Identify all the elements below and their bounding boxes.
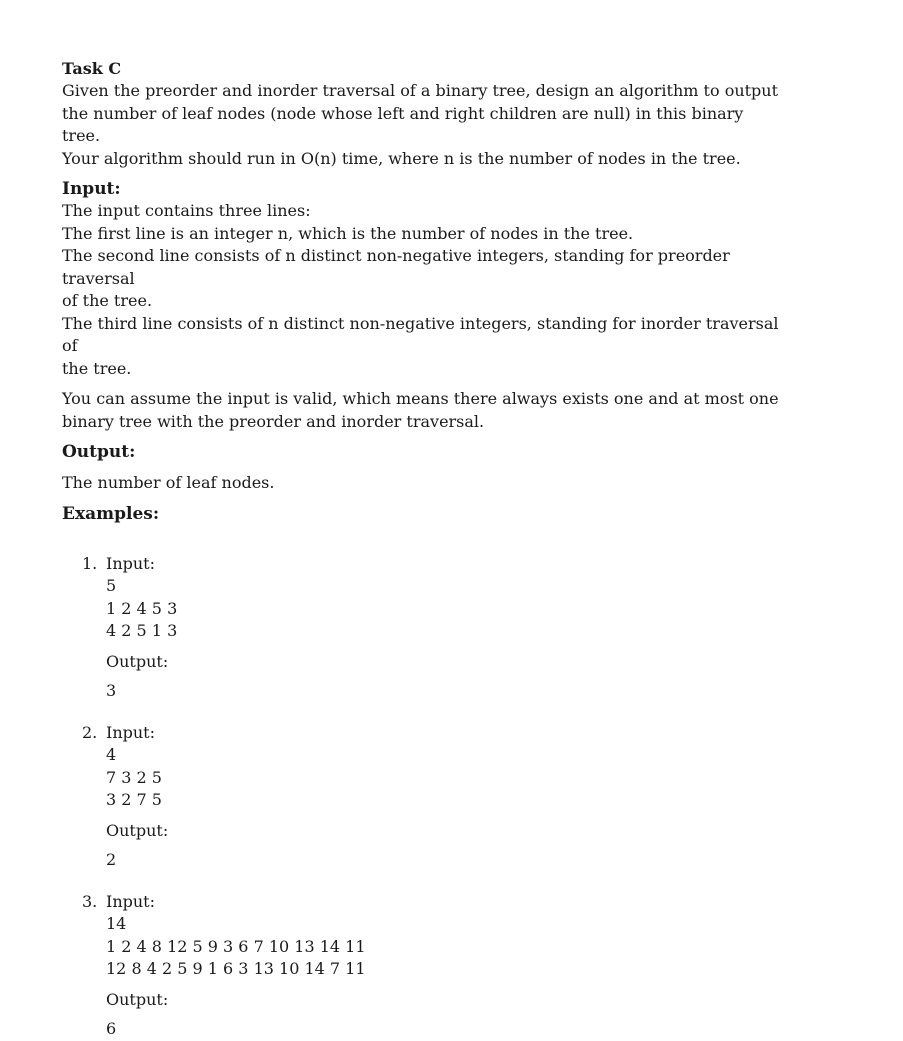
input-description-line: The second line consists of n distinct non-negative integers, standing for preorder traversal	[62, 246, 730, 288]
example-output-value: 6	[106, 1019, 117, 1038]
input-description	[62, 200, 782, 380]
task-description-line: Your algorithm should run in O(n) time, where n is the number of nodes in the tree.	[62, 148, 741, 168]
example-item	[62, 553, 782, 703]
example-input-line: 7 3 2 5	[106, 767, 162, 787]
example-item	[62, 722, 782, 872]
example-output-value: 2	[106, 850, 117, 869]
task-title: Task C	[62, 59, 122, 78]
examples-list	[62, 553, 782, 1041]
example-input-line: 5	[106, 576, 117, 595]
example-number: 2.	[82, 722, 98, 742]
input-description-line: The first line is an integer n, which is the number of nodes in the tree.	[62, 223, 634, 243]
example-input-label: Input:	[106, 891, 155, 911]
input-description-line: the tree.	[62, 358, 132, 378]
example-input-line: 3 2 7 5	[106, 790, 162, 809]
input-description-line: The third line consists of n distinct non-negative integers, standing for inorder traversal of	[62, 313, 779, 355]
example-input-label: Input:	[106, 553, 155, 573]
example-output-label: Output:	[106, 820, 169, 840]
example-number: 3.	[82, 891, 98, 911]
task-description-line: the number of leaf nodes (node whose left and right children are null) in this binary tree.	[62, 103, 744, 145]
example-number: 1.	[82, 553, 98, 573]
input-description-line: The input contains three lines:	[62, 201, 311, 220]
input-note-line: binary tree with the preorder and inorder traversal.	[62, 411, 485, 431]
example-input-line: 4 2 5 1 3	[106, 621, 178, 640]
examples-heading: Examples:	[62, 503, 160, 524]
example-output-label: Output:	[106, 989, 169, 1009]
example-input-label: Input:	[106, 722, 155, 742]
output-description: The number of leaf nodes.	[62, 473, 275, 492]
input-validity-note	[62, 388, 782, 433]
input-description-line: of the tree.	[62, 291, 153, 310]
output-heading: Output:	[62, 442, 136, 462]
example-item	[62, 891, 782, 1041]
example-input-line: 14	[106, 914, 127, 933]
document-page	[62, 58, 782, 1041]
input-heading: Input:	[62, 179, 121, 199]
task-description-line: Given the preorder and inorder traversal of a binary tree, design an algorithm to output	[62, 81, 779, 100]
example-input-line: 4	[106, 745, 117, 764]
example-input-line: 1 2 4 5 3	[106, 598, 178, 618]
example-output-value: 3	[106, 681, 117, 700]
example-input-line: 12 8 4 2 5 9 1 6 3 13 10 14 7 11	[106, 959, 366, 978]
example-output-label: Output:	[106, 651, 169, 671]
example-input-line: 1 2 4 8 12 5 9 3 6 7 10 13 14 11	[106, 936, 366, 956]
task-description	[62, 80, 782, 170]
input-note-line: You can assume the input is valid, which means there always exists one and at most one	[62, 389, 779, 408]
